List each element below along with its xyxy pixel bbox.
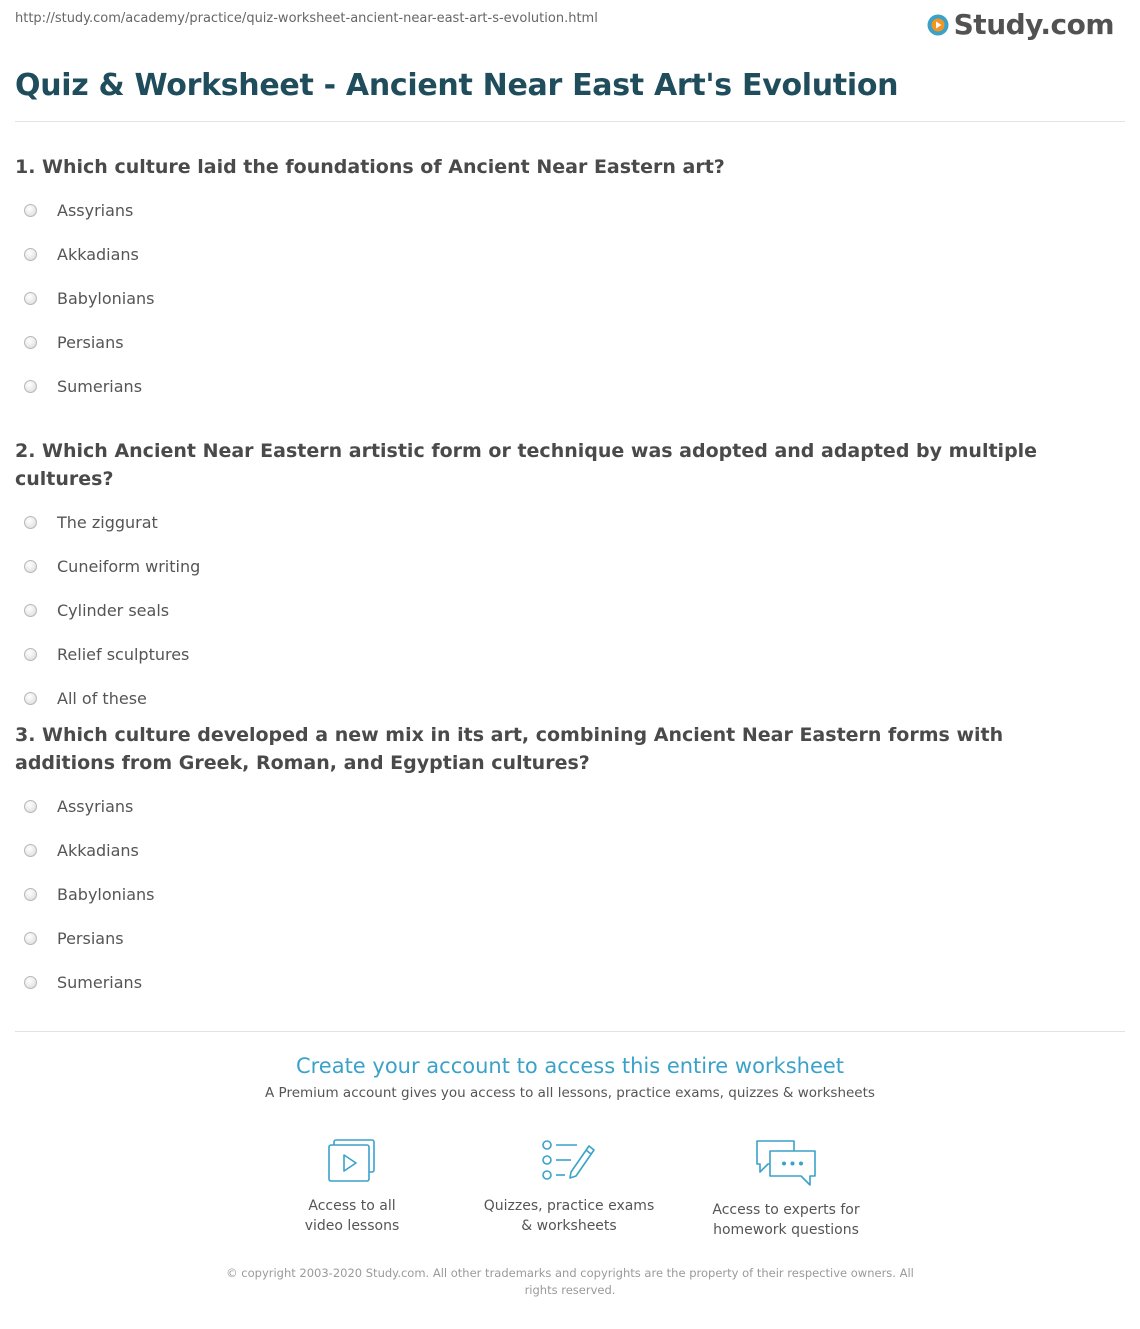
answer-option[interactable] [15,784,1105,828]
question-text: 1. Which culture laid the foundations of Ancient Near Eastern art? [15,156,725,178]
feature-label-line: Access to experts for [712,1202,860,1218]
answer-label: The ziggurat [57,512,158,532]
question-1 [15,153,1105,408]
answer-label: Relief sculptures [57,644,190,664]
answer-option[interactable] [15,632,1105,676]
answer-option[interactable] [15,960,1105,1004]
chat-bubbles-icon [754,1138,818,1188]
feature-label-line: homework questions [713,1222,859,1238]
radio-button[interactable] [24,692,37,705]
play-circle-icon [926,13,950,37]
question-text: 3. Which culture developed a new mix in its art, combining Ancient Near Eastern forms with additions from Greek, Roman, and Egyptian cultures? [15,724,1004,774]
logo-text: Study.com [953,8,1114,41]
cta-divider [15,1031,1125,1032]
answer-option[interactable] [15,188,1105,232]
answer-label: Sumerians [57,972,143,992]
answer-label: Cuneiform writing [57,556,201,576]
answer-option[interactable] [15,320,1105,364]
radio-button[interactable] [24,800,37,813]
answer-label: Assyrians [57,796,134,816]
radio-button[interactable] [24,844,37,857]
answer-option[interactable] [15,544,1105,588]
answer-label: Sumerians [57,376,143,396]
cta-subtitle: A Premium account gives you access to all lessons, practice exams, quizzes & worksheets [265,1085,875,1101]
answer-option[interactable] [15,916,1105,960]
radio-button[interactable] [24,976,37,989]
answer-option[interactable] [15,500,1105,544]
question-2 [15,437,1105,720]
answer-option[interactable] [15,588,1105,632]
radio-button[interactable] [24,560,37,573]
feature-video-lessons [242,1138,462,1236]
page-title: Quiz & Worksheet - Ancient Near East Art's Evolution [15,68,899,103]
answer-label: Cylinder seals [57,600,170,620]
answer-list [15,784,1105,1004]
answer-option[interactable] [15,276,1105,320]
radio-button[interactable] [24,204,37,217]
create-account-link[interactable]: Create your account to access this entire worksheet [295,1054,845,1078]
answer-label: Akkadians [57,840,139,860]
feature-label-line: Quizzes, practice exams [483,1198,655,1214]
answer-option[interactable] [15,676,1105,720]
answer-label: Persians [57,332,124,352]
video-lessons-icon [326,1138,378,1184]
copyright-footer: © copyright 2003-2020 Study.com. All other trademarks and copyrights are the property of their respective owners. All rights reserved. [226,1266,914,1297]
question-text: 2. Which Ancient Near Eastern artistic form or technique was adopted and adapted by multiple cultures? [15,440,1038,490]
feature-experts [676,1138,896,1240]
radio-button[interactable] [24,380,37,393]
answer-label: Babylonians [57,288,155,308]
title-divider [15,121,1125,122]
study-logo[interactable] [926,8,1114,41]
answer-list [15,500,1105,720]
page-url: http://study.com/academy/practice/quiz-worksheet-ancient-near-east-art-s-evolution.html [15,11,598,26]
feature-label-line: video lessons [304,1218,400,1234]
answer-label: Assyrians [57,200,134,220]
radio-button[interactable] [24,516,37,529]
radio-button[interactable] [24,604,37,617]
feature-quizzes [459,1138,679,1236]
feature-label-line: Access to all [308,1198,396,1214]
answer-list [15,188,1105,408]
radio-button[interactable] [24,336,37,349]
answer-option[interactable] [15,872,1105,916]
radio-button[interactable] [24,648,37,661]
answer-option[interactable] [15,828,1105,872]
radio-button[interactable] [24,888,37,901]
radio-button[interactable] [24,932,37,945]
question-3 [15,721,1105,1004]
feature-label-line: & worksheets [521,1218,617,1234]
answer-label: Akkadians [57,244,139,264]
quiz-checklist-icon [541,1138,597,1184]
radio-button[interactable] [24,248,37,261]
answer-label: All of these [57,688,147,708]
answer-label: Babylonians [57,884,155,904]
radio-button[interactable] [24,292,37,305]
answer-option[interactable] [15,364,1105,408]
answer-option[interactable] [15,232,1105,276]
answer-label: Persians [57,928,124,948]
